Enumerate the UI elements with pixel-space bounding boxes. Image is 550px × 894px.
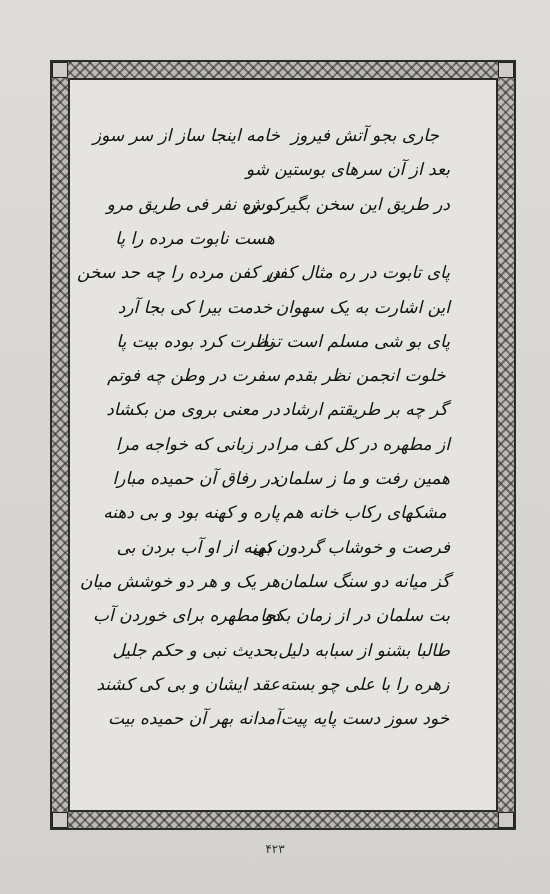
- hemistich-left: کهنه از او آب بردن بی: [116, 537, 274, 558]
- verse-row: [70, 118, 496, 154]
- verse-row: [70, 358, 496, 394]
- corner-ornament: [498, 62, 514, 78]
- corner-ornament: [52, 812, 68, 828]
- verse-row: [70, 633, 496, 669]
- hemistich-left: سفرت در وطن چه فوتم: [107, 366, 280, 387]
- hemistich-right: همین رفت و ما ز سلمان: [275, 469, 450, 489]
- verse-row: [70, 701, 496, 737]
- hemistich-left: دو مطهره برای خوردن آب: [93, 606, 280, 627]
- hemistich-right: زهره را با علی چو بسته: [280, 674, 450, 695]
- hemistich-left: بحدیث نبی و حکم جلیل: [112, 640, 278, 661]
- hemistich-left: آمدانه بهر آن حمیده بیت: [108, 709, 280, 730]
- hemistich-left: نظرت کرد بوده بیت پا: [116, 331, 274, 352]
- hemistich-left: خدمت بیرا کی بجا آرد: [117, 297, 273, 318]
- hemistich-left: در معنی بروی من بکشاد: [106, 400, 280, 421]
- hemistich-left: در رفاق آن حمیده مبارا: [112, 469, 278, 489]
- hemistich-left: خامه اینجا ساز از سر سوز: [92, 126, 280, 146]
- verse-row: [70, 187, 496, 223]
- verse-row: [70, 564, 496, 600]
- verse-row: [70, 667, 496, 703]
- hemistich-right: [280, 221, 450, 257]
- verse-block: [70, 80, 496, 810]
- hemistich-right: خود سوز دست پایه پیت: [280, 709, 450, 730]
- verse-row: [70, 427, 496, 463]
- verse-row: [70, 255, 496, 291]
- verse-row: [70, 152, 496, 188]
- hemistich-right: طالبا بشنو از سبابه دلیل: [278, 640, 450, 661]
- hemistich-right: بت سلمان در از زمان بکجا: [260, 606, 450, 627]
- hemistich-right: خلوت انجمن نظر بقدم: [284, 366, 446, 387]
- hemistich-right: پای بو شی مسلم است ترا: [262, 331, 450, 352]
- verse-row: [70, 324, 496, 360]
- ornamental-border: [50, 60, 516, 830]
- hemistich-left: در کفن مرده را چه حد سخن: [77, 263, 280, 284]
- hemistich-right: گر چه بر طریقتم ارشاد: [282, 400, 448, 421]
- hemistich-right: از مطهره در کل کف مرا: [275, 434, 450, 455]
- hemistich-right: جاری بجو آتش فیروز: [290, 126, 440, 146]
- hemistich-right: مشکهای رکاب خانه هم: [283, 503, 447, 524]
- verse-row: [70, 290, 496, 326]
- hemistich-left: در زبانی که خواجه مرا: [115, 434, 275, 455]
- corner-ornament: [52, 62, 68, 78]
- hemistich-left: پاره و کهنه بود و بی دهنه: [103, 503, 280, 524]
- hemistich-right: گز میانه دو سنگ سلمان: [279, 571, 450, 592]
- hemistich-left: عقد ایشان و بی کی کشند: [96, 674, 280, 695]
- verse-row: [70, 598, 496, 634]
- text-panel: [68, 78, 498, 812]
- verse-row: [70, 461, 496, 497]
- verse-row: [70, 392, 496, 428]
- verse-row: [70, 530, 496, 566]
- hemistich-left: هست نابوت مرده را پا: [115, 228, 275, 249]
- hemistich-left: هر یک و هر دو خوشش میان: [79, 571, 280, 592]
- verse-row: [70, 221, 496, 257]
- hemistich-left: [110, 152, 280, 188]
- verse-row: [70, 495, 496, 531]
- hemistich-right: فرصت و خوشاب گردون بی: [252, 537, 450, 558]
- page-number: ۴۲۳: [265, 842, 285, 856]
- hemistich-left: در ره نفر فی طریق مرو: [106, 194, 280, 215]
- hemistich-right: پای تابوت در ره مثال کفن: [266, 263, 450, 284]
- hemistich-right: در طریق این سخن بگیرکوش: [243, 194, 450, 215]
- hemistich-right: بعد از آن سرهای بوستین شو: [245, 160, 450, 181]
- corner-ornament: [498, 812, 514, 828]
- hemistich-right: این اشارت به یک سهوان: [275, 297, 450, 318]
